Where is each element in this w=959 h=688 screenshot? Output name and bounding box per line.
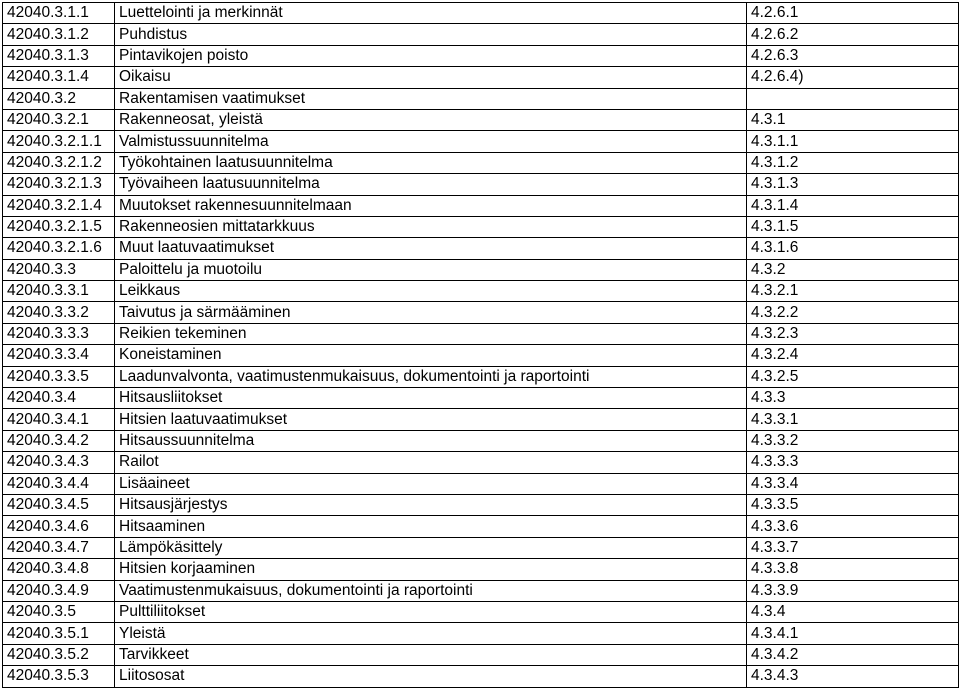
table-row <box>3 452 959 473</box>
section-reference: 4.3.2.2 <box>747 302 959 323</box>
section-code: 42040.3.2.1.4 <box>3 195 115 216</box>
table-row <box>3 494 959 515</box>
section-code: 42040.3.3.4 <box>3 345 115 366</box>
section-title: Railot <box>115 452 747 473</box>
section-reference: 4.3.4.3 <box>747 666 959 687</box>
table-row <box>3 644 959 665</box>
section-title: Taivutus ja särmääminen <box>115 302 747 323</box>
section-code: 42040.3.1.4 <box>3 67 115 88</box>
section-reference: 4.3.3.7 <box>747 537 959 558</box>
section-code: 42040.3.2.1 <box>3 109 115 130</box>
section-reference: 4.3.3.2 <box>747 430 959 451</box>
section-title: Lämpökäsittely <box>115 537 747 558</box>
section-code: 42040.3.3.5 <box>3 366 115 387</box>
section-reference: 4.3.3.1 <box>747 409 959 430</box>
table-row <box>3 580 959 601</box>
section-code: 42040.3.2.1.1 <box>3 131 115 152</box>
table-row <box>3 45 959 66</box>
section-title: Paloittelu ja muotoilu <box>115 259 747 280</box>
table-row <box>3 131 959 152</box>
table-row <box>3 152 959 173</box>
section-title: Hitsaaminen <box>115 516 747 537</box>
section-title: Liitososat <box>115 666 747 687</box>
table-row <box>3 559 959 580</box>
table-row <box>3 601 959 622</box>
section-code: 42040.3.4.3 <box>3 452 115 473</box>
toc-body <box>3 3 959 688</box>
section-reference: 4.3.1 <box>747 109 959 130</box>
section-title: Muut laatuvaatimukset <box>115 238 747 259</box>
section-code: 42040.3.2.1.2 <box>3 152 115 173</box>
section-reference: 4.3.2.4 <box>747 345 959 366</box>
section-title: Vaatimustenmukaisuus, dokumentointi ja raportointi <box>115 580 747 601</box>
section-code: 42040.3.1.3 <box>3 45 115 66</box>
section-code: 42040.3.3.1 <box>3 281 115 302</box>
table-row <box>3 366 959 387</box>
section-title: Oikaisu <box>115 67 747 88</box>
section-title: Koneistaminen <box>115 345 747 366</box>
table-row <box>3 473 959 494</box>
section-title: Luettelointi ja merkinnät <box>115 3 747 24</box>
section-code: 42040.3.5 <box>3 601 115 622</box>
table-row <box>3 430 959 451</box>
section-title: Leikkaus <box>115 281 747 302</box>
section-title: Rakenneosat, yleistä <box>115 109 747 130</box>
section-title: Muutokset rakennesuunnitelmaan <box>115 195 747 216</box>
section-title: Hitsaussuunnitelma <box>115 430 747 451</box>
section-code: 42040.3.1.2 <box>3 24 115 45</box>
table-row <box>3 216 959 237</box>
section-title: Laadunvalvonta, vaatimustenmukaisuus, dokumentointi ja raportointi <box>115 366 747 387</box>
section-reference <box>747 88 959 109</box>
section-code: 42040.3.4.9 <box>3 580 115 601</box>
section-code: 42040.3.4.2 <box>3 430 115 451</box>
section-reference: 4.3.4.1 <box>747 623 959 644</box>
section-title: Työkohtainen laatusuunnitelma <box>115 152 747 173</box>
section-reference: 4.3.4.2 <box>747 644 959 665</box>
section-reference: 4.3.1.4 <box>747 195 959 216</box>
section-title: Pulttiliitokset <box>115 601 747 622</box>
section-code: 42040.3.1.1 <box>3 3 115 24</box>
table-row <box>3 302 959 323</box>
section-title: Puhdistus <box>115 24 747 45</box>
section-reference: 4.3.2.3 <box>747 323 959 344</box>
section-code: 42040.3.2 <box>3 88 115 109</box>
table-row <box>3 67 959 88</box>
section-reference: 4.3.3 <box>747 388 959 409</box>
section-reference: 4.3.3.8 <box>747 559 959 580</box>
section-reference: 4.3.2.1 <box>747 281 959 302</box>
table-row <box>3 3 959 24</box>
section-reference: 4.3.1.6 <box>747 238 959 259</box>
section-code: 42040.3.3 <box>3 259 115 280</box>
table-row <box>3 388 959 409</box>
table-row <box>3 109 959 130</box>
section-reference: 4.3.1.5 <box>747 216 959 237</box>
table-row <box>3 238 959 259</box>
table-row <box>3 281 959 302</box>
table-row <box>3 623 959 644</box>
section-code: 42040.3.4 <box>3 388 115 409</box>
table-row <box>3 174 959 195</box>
section-title: Hitsien laatuvaatimukset <box>115 409 747 430</box>
section-title: Hitsausliitokset <box>115 388 747 409</box>
section-reference: 4.2.6.2 <box>747 24 959 45</box>
section-reference: 4.2.6.4) <box>747 67 959 88</box>
section-title: Lisäaineet <box>115 473 747 494</box>
section-title: Rakentamisen vaatimukset <box>115 88 747 109</box>
section-reference: 4.2.6.1 <box>747 3 959 24</box>
table-row <box>3 537 959 558</box>
section-code: 42040.3.5.3 <box>3 666 115 687</box>
section-code: 42040.3.2.1.3 <box>3 174 115 195</box>
section-title: Rakenneosien mittatarkkuus <box>115 216 747 237</box>
section-reference: 4.3.2.5 <box>747 366 959 387</box>
section-code: 42040.3.2.1.6 <box>3 238 115 259</box>
section-title: Yleistä <box>115 623 747 644</box>
section-code: 42040.3.4.1 <box>3 409 115 430</box>
section-reference: 4.3.3.6 <box>747 516 959 537</box>
section-reference: 4.3.1.3 <box>747 174 959 195</box>
table-row <box>3 666 959 687</box>
table-row <box>3 345 959 366</box>
section-code: 42040.3.5.2 <box>3 644 115 665</box>
section-code: 42040.3.4.8 <box>3 559 115 580</box>
table-row <box>3 323 959 344</box>
section-reference: 4.3.3.3 <box>747 452 959 473</box>
section-title: Valmistussuunnitelma <box>115 131 747 152</box>
section-code: 42040.3.2.1.5 <box>3 216 115 237</box>
table-row <box>3 88 959 109</box>
section-code: 42040.3.4.4 <box>3 473 115 494</box>
section-title: Pintavikojen poisto <box>115 45 747 66</box>
table-row <box>3 24 959 45</box>
section-reference: 4.3.4 <box>747 601 959 622</box>
section-reference: 4.2.6.3 <box>747 45 959 66</box>
section-code: 42040.3.4.6 <box>3 516 115 537</box>
section-title: Työvaiheen laatusuunnitelma <box>115 174 747 195</box>
section-reference: 4.3.3.5 <box>747 494 959 515</box>
table-row <box>3 259 959 280</box>
section-code: 42040.3.3.2 <box>3 302 115 323</box>
section-reference: 4.3.2 <box>747 259 959 280</box>
section-reference: 4.3.3.4 <box>747 473 959 494</box>
section-title: Reikien tekeminen <box>115 323 747 344</box>
section-code: 42040.3.3.3 <box>3 323 115 344</box>
section-code: 42040.3.4.7 <box>3 537 115 558</box>
toc-table <box>2 2 959 688</box>
section-code: 42040.3.5.1 <box>3 623 115 644</box>
section-title: Hitsausjärjestys <box>115 494 747 515</box>
section-title: Hitsien korjaaminen <box>115 559 747 580</box>
section-reference: 4.3.1.1 <box>747 131 959 152</box>
section-reference: 4.3.3.9 <box>747 580 959 601</box>
section-title: Tarvikkeet <box>115 644 747 665</box>
table-row <box>3 195 959 216</box>
table-row <box>3 409 959 430</box>
table-row <box>3 516 959 537</box>
section-code: 42040.3.4.5 <box>3 494 115 515</box>
section-reference: 4.3.1.2 <box>747 152 959 173</box>
